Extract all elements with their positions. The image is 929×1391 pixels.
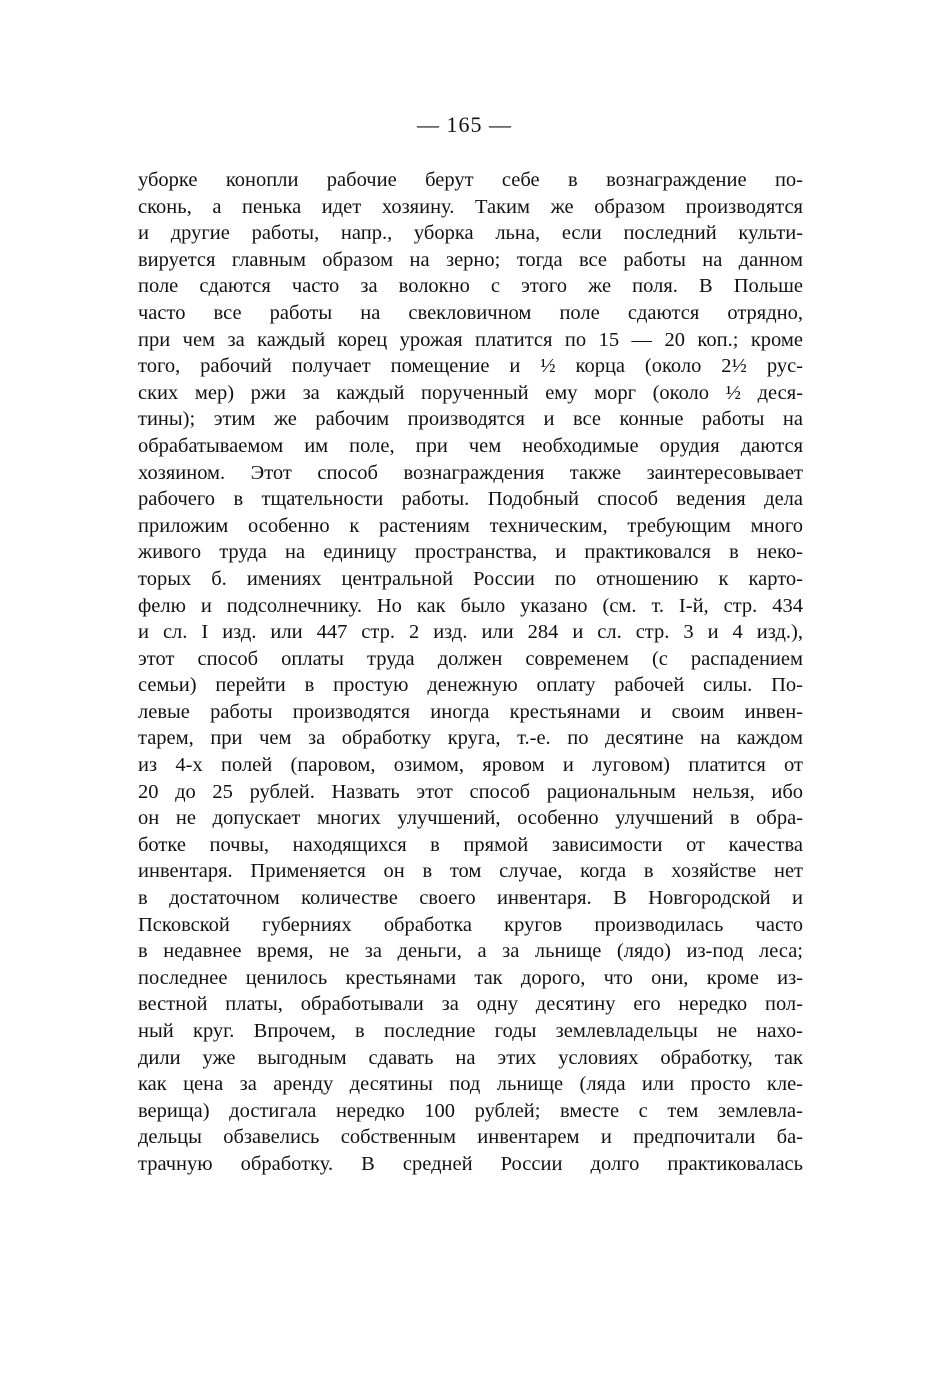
text-line: сконь, а пенька идет хозяину. Таким же образом производятся bbox=[138, 195, 803, 218]
text-line: он не допускает многих улучшений, особенно улучшений в обра- bbox=[138, 807, 803, 830]
text-line: инвентаря. Применяется он в том случае, когда в хозяйстве нет bbox=[138, 860, 803, 883]
text-line: последнее ценилось крестьянами так дорого, что они, кроме из- bbox=[138, 966, 803, 989]
text-line: поле сдаются часто за волокно с этого же поля. В Польше bbox=[138, 275, 803, 298]
text-line: трачную обработку. В средней России долго практиковалась bbox=[138, 1152, 803, 1175]
text-line: ный круг. Впрочем, в последние годы землевладельцы не нахо- bbox=[138, 1020, 803, 1042]
text-line: дельцы обзавелись собственным инвентарем и предпочитали ба- bbox=[138, 1126, 803, 1149]
text-line: уборке конопли рабочие берут себе в вознаграждение по- bbox=[138, 169, 803, 191]
text-line: и другие работы, напр., уборка льна, если последний культи- bbox=[138, 222, 803, 245]
text-line: из 4-х полей (паровом, озимом, яровом и луговом) платится от bbox=[138, 754, 803, 777]
text-line: при чем за каждый корец урожая платится по 15 — 20 коп.; кроме bbox=[138, 328, 803, 351]
page-number: — 165 — bbox=[417, 112, 512, 137]
text-line: фелю и подсолнечнику. Но как было указано (см. т. I-й, стр. 434 bbox=[138, 594, 803, 617]
text-line: торых б. имениях центральной России по отношению к карто- bbox=[138, 567, 803, 590]
text-line: часто все работы на свекловичном поле сдаются отрядно, bbox=[138, 301, 803, 324]
text-line: верища) достигала нередко 100 рублей; вместе с тем землевла- bbox=[138, 1099, 803, 1122]
text-line: дили уже выгодным сдавать на этих условиях обработку, так bbox=[138, 1046, 803, 1069]
text-line: ских мер) ржи за каждый порученный ему морг (около ½ деся- bbox=[138, 381, 803, 404]
text-line: рабочего в тщательности работы. Подобный способ ведения дела bbox=[138, 488, 803, 511]
text-line: в недавнее время, не за деньги, а за льнище (лядо) из-под леса; bbox=[138, 940, 803, 963]
text-line: и сл. I изд. или 447 стр. 2 изд. или 284 и сл. стр. 3 и 4 изд.), bbox=[138, 621, 803, 644]
text-line: как цена за аренду десятины под льнище (ляда или просто кле- bbox=[138, 1073, 803, 1096]
text-line: живого труда на единицу пространства, и практиковался в неко- bbox=[138, 541, 803, 564]
text-line: приложим особенно к растениям техническим, требующим много bbox=[138, 514, 803, 537]
text-line: 20 до 25 рублей. Назвать этот способ рациональным нельзя, ибо bbox=[138, 780, 803, 803]
text-line: обрабатываемом им поле, при чем необходимые орудия даются bbox=[138, 434, 803, 457]
text-line: семьи) перейти в простую денежную оплату рабочей силы. По- bbox=[138, 674, 803, 697]
body-text bbox=[138, 167, 803, 1178]
text-line: хозяином. Этот способ вознаграждения также заинтересовывает bbox=[138, 461, 803, 484]
text-line: того, рабочий получает помещение и ½ корца (около 2½ рус- bbox=[138, 355, 803, 378]
text-line: тины); этим же рабочим производятся и все конные работы на bbox=[138, 408, 803, 431]
text-line: тарем, при чем за обработку круга, т.-е. по десятине на каждом bbox=[138, 727, 803, 750]
text-line: Псковской губерниях обработка кругов производилась часто bbox=[138, 913, 803, 936]
text-line: этот способ оплаты труда должен современем (с распадением bbox=[138, 647, 803, 670]
text-line: вируется главным образом на зерно; тогда все работы на данном bbox=[138, 248, 803, 271]
text-line: левые работы производятся иногда крестьянами и своим инвен- bbox=[138, 700, 803, 723]
text-line: ботке почвы, находящихся в прямой зависимости от качества bbox=[138, 833, 803, 856]
text-line: вестной платы, обработывали за одну десятину его нередко пол- bbox=[138, 993, 803, 1016]
text-line: в достаточном количестве своего инвентаря. В Новгородской и bbox=[138, 887, 803, 910]
